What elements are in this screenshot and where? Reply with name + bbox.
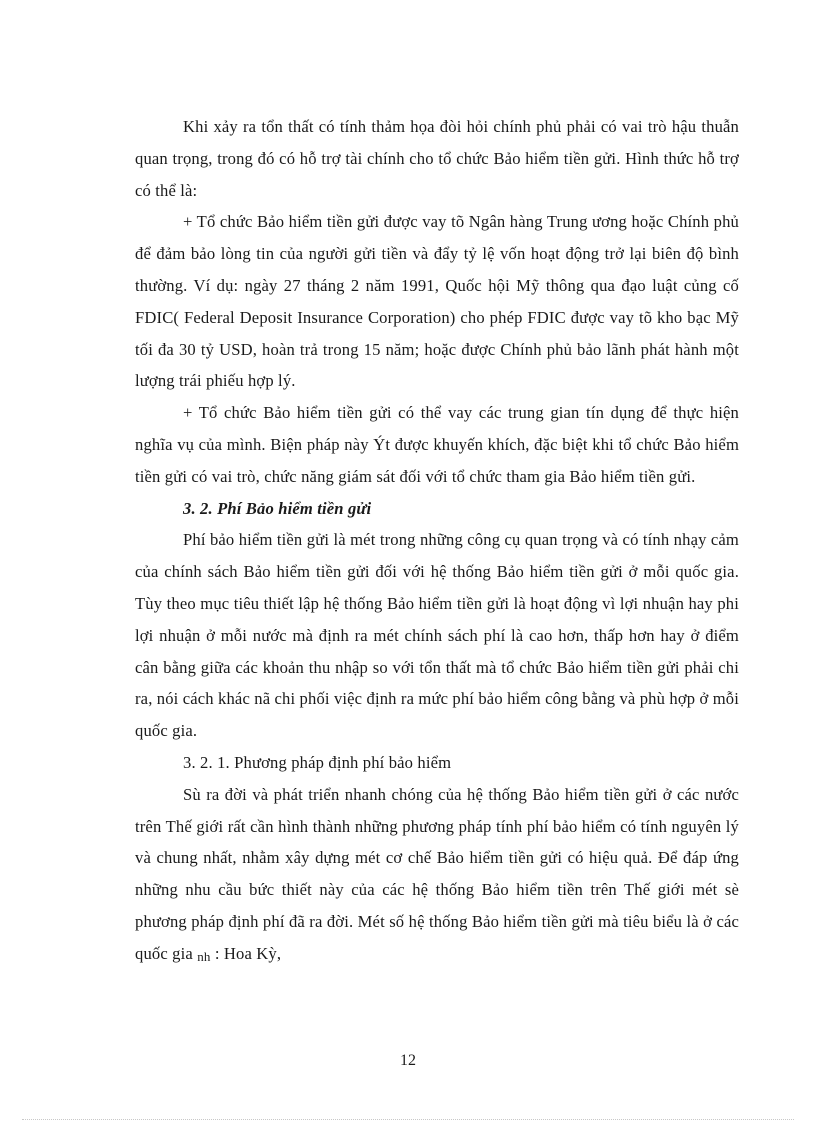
paragraph-deposit-insurance-fee: Phí bảo hiểm tiền gửi là mét trong những công cụ quan trọng và có tính nhạy cảm của chính sách Bảo hiểm tiền gửi đối với hệ thống Bảo hiểm tiền gửi ở mỗi quốc gia. Tùy theo mục tiêu thiết lập hệ thống Bảo hiểm tiền gửi là hoạt động vì lợi nhuận hay phi lợi nhuận ở mỗi nước mà định ra mét chính sách phí là cao hơn, thấp hơn hay ở điểm cân bằng giữa các khoản thu nhập so với tổn thất mà tổ chức Bảo hiểm tiền gửi phải chi ra, nói cách khác nã chi phối việc định ra mức phí bảo hiểm công bằng và phù hợp ở mỗi quốc gia. xyxy=(135,530,739,741)
section-heading: 3. 2. Phí Bảo hiểm tiền gửi xyxy=(183,498,372,518)
subsection-heading: 3. 2. 1. Phương pháp định phí bảo hiểm xyxy=(183,752,452,772)
paragraph-fee-methods xyxy=(135,779,739,973)
footer-dotted-rule xyxy=(22,1119,794,1120)
paragraph-fee-methods-small-text: nh xyxy=(197,948,211,964)
document-body xyxy=(135,111,739,973)
paragraph-fee-methods-main: Sù ra đời và phát triển nhanh chóng của hệ thống Bảo hiểm tiền gửi ở các nước trên Thế giới rất cần hình thành những phương pháp tính phí bảo hiểm có tính nguyên lý và chung nhất, nhằm xây dựng mét cơ chế Bảo hiểm tiền gửi có hiệu quả. Để đáp ứng những nhu cầu bức thiết này của các hệ thống Bảo hiểm tiền trên Thế giới mét sè phương pháp định phí đã ra đời. Mét số hệ thống Bảo hiểm tiền gửi mà tiêu biểu là ở các quốc gia xyxy=(135,784,739,963)
page-number: 12 xyxy=(400,1052,416,1069)
paragraph-credit-intermediaries: + Tổ chức Bảo hiểm tiền gửi có thể vay các trung gian tín dụng để thực hiện nghĩa vụ của mình. Biện pháp này Ýt được khuyến khích, đặc biệt khi tổ chức Bảo hiểm tiền gửi có vai trò, chức năng giám sát đối với tổ chức tham gia Bảo hiểm tiền gửi. xyxy=(135,403,739,486)
paragraph-central-bank-loan: + Tổ chức Bảo hiểm tiền gửi được vay tõ Ngân hàng Trung ương hoặc Chính phủ để đảm bảo lòng tin của người gửi tiền và đẩy tỷ lệ vốn hoạt động trở lại biên độ bình thường. Ví dụ: ngày 27 tháng 2 năm 1991, Quốc hội Mỹ thông qua đạo luật củng cố FDIC( Federal Deposit Insurance Corporation) cho phép FDIC được vay tõ kho bạc Mỹ tối đa 30 tỷ USD, hoàn trả trong 15 năm; hoặc được Chính phủ bảo lãnh phát hành một lượng trái phiếu hợp lý. xyxy=(135,212,739,391)
paragraph-fee-methods-end: : Hoa Kỳ, xyxy=(214,943,282,963)
paragraph-government-support: Khi xảy ra tổn thất có tính thảm họa đòi hỏi chính phủ phải có vai trò hậu thuẫn quan trọng, trong đó có hỗ trợ tài chính cho tổ chức Bảo hiểm tiền gửi. Hình thức hỗ trợ có thể là: xyxy=(135,117,739,200)
